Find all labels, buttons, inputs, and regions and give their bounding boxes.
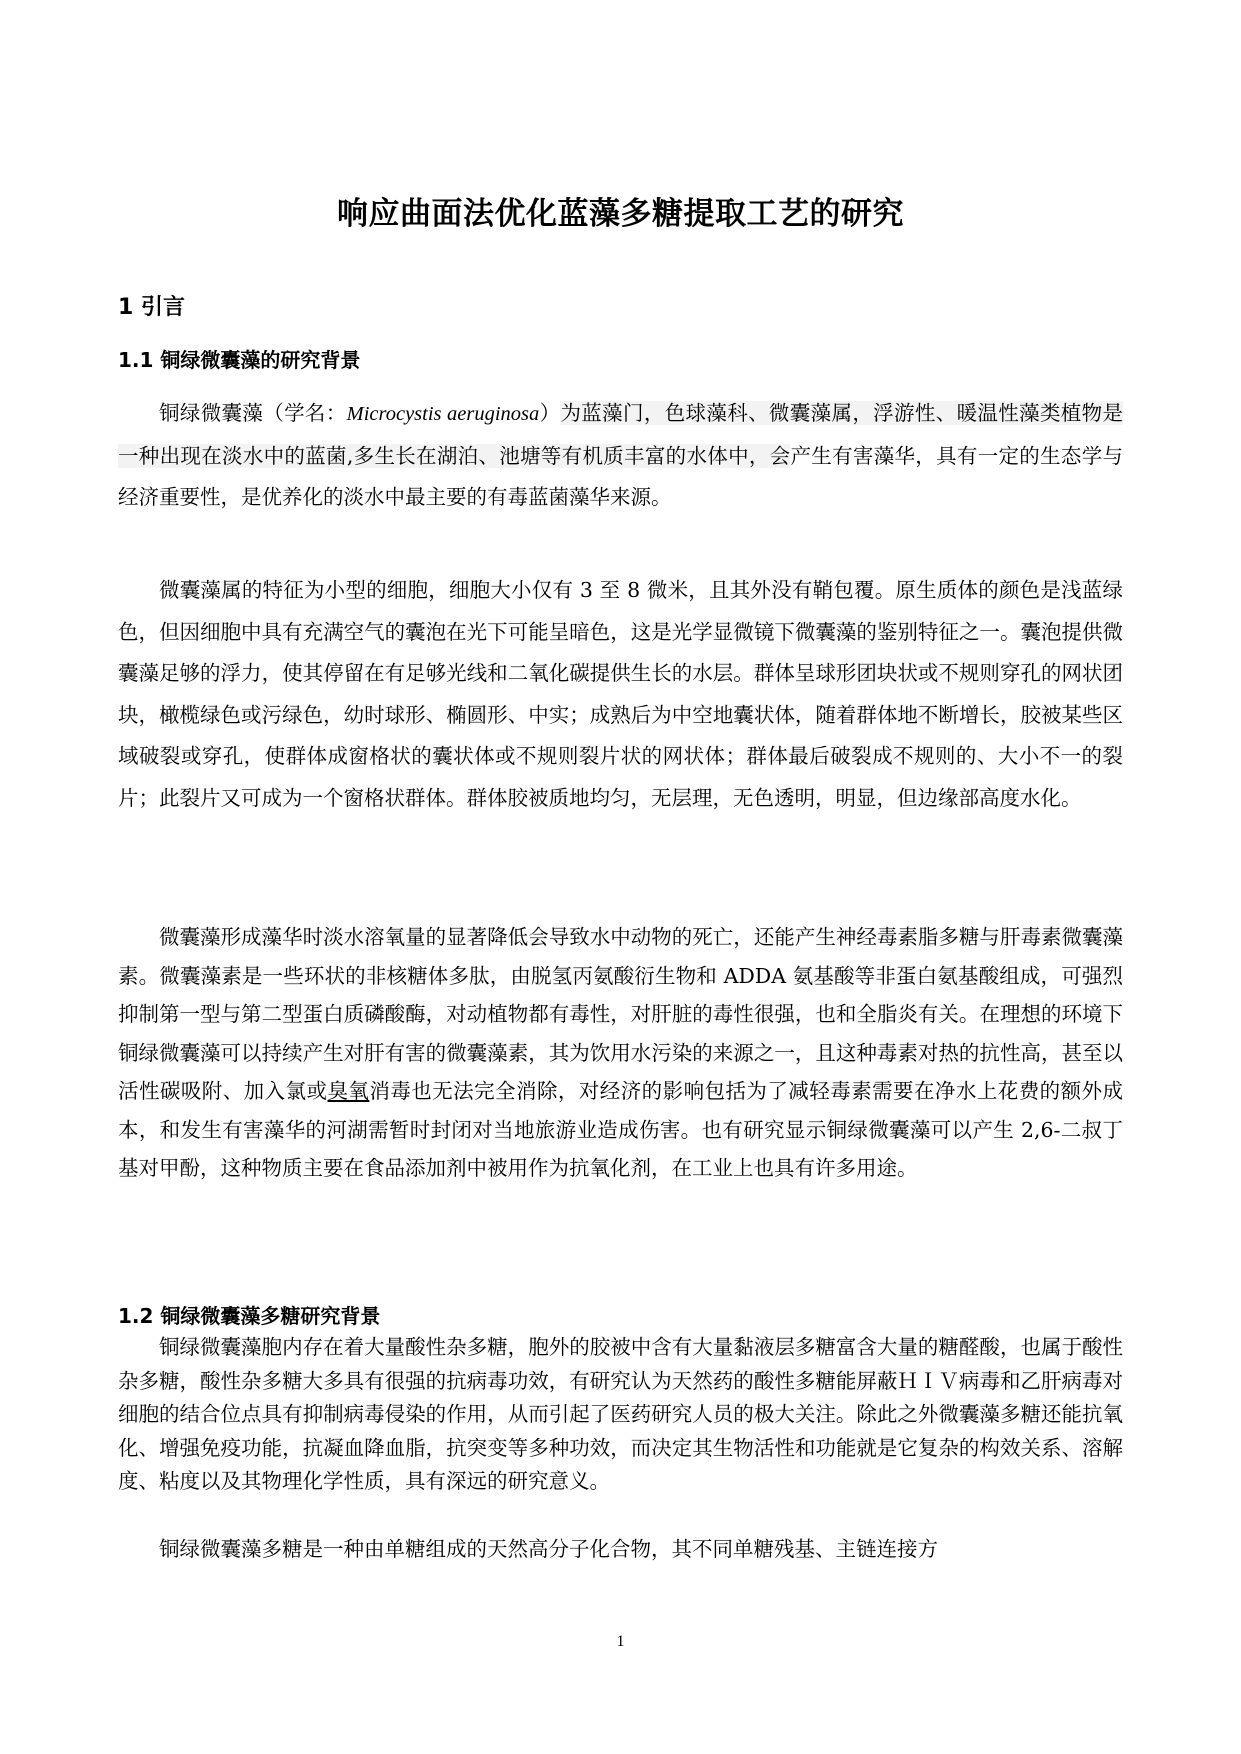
latin-species-name: Microcystis aeruginosa — [346, 403, 540, 425]
paragraph-1 — [118, 393, 1123, 519]
paragraph-3-part-a: 微囊藻形成藻华时淡水溶氧量的显著降低会导致水中动物的死亡，还能产生神经毒素脂多糖与肝毒素微囊藻素。微囊藻素是一些环状的非核糖体多肽，由脱氢丙氨酸衍生物和 ADDA 氨基酸等非蛋白氨基酸组成，可强烈抑制第一型与第二型蛋白质磷酸酶，对动植物都有毒性，对肝脏的毒性很强，也和全脂炎有关。在理想的环境下铜绿微囊藻可以持续产生对肝有害的微囊藻素，其为饮用水污染的来源之一，且这种毒素对热的抗性高，甚至以活性碳吸附、加入氯或 — [118, 925, 1123, 1103]
paragraph-3 — [118, 918, 1123, 1188]
section-heading-1-1: 1.1 铜绿微囊藻的研究背景 — [118, 348, 361, 372]
paragraph-3-part-b: 消毒也无法完全消除，对经济的影响包括为了减轻毒素需要在净水上花费的额外成本，和发生有害藻华的河湖需暂时封闭对当地旅游业造成伤害。也有研究显示铜绿微囊藻可以产生 2,6-二叔丁基对甲酚，这种物质主要在食品添加剂中被用作为抗氧化剂，在工业上也具有许多用途。 — [118, 1079, 1124, 1180]
paragraph-4: 铜绿微囊藻胞内存在着大量酸性杂多糖，胞外的胶被中含有大量黏液层多糖富含大量的糖醛酸，也属于酸性杂多糖，酸性杂多糖大多具有很强的抗病毒功效，有研究认为天然药的酸性多糖能屏蔽ＨＩＶ病毒和乙肝病毒对细胞的结合位点具有抑制病毒侵染的作用，从而引起了医药研究人员的极大关注。除此之外微囊藻多糖还能抗氧化、增强免疫功能，抗凝血降血脂，抗突变等多种功效，而决定其生物活性和功能就是它复杂的构效关系、溶解度、粘度以及其物理化学性质，具有深远的研究意义。 — [118, 1335, 1123, 1494]
section-heading-1-2: 1.2 铜绿微囊藻多糖研究背景 — [118, 1304, 381, 1328]
paragraph-2: 微囊藻属的特征为小型的细胞，细胞大小仅有 3 至 8 微米，且其外没有鞘包覆。原生质体的颜色是浅蓝绿色，但因细胞中具有充满空气的囊泡在光下可能呈暗色，这是光学显微镜下微囊藻的鉴别特征之一。囊泡提供微囊藻足够的浮力，使其停留在有足够光线和二氧化碳提供生长的水层。群体呈球形团块状或不规则穿孔的网状团块，橄榄绿色或污绿色，幼时球形、椭圆形、中实；成熟后为中空地囊状体，随着群体地不断增长，胶被某些区域破裂或穿孔，使群体成窗格状的囊状体或不规则裂片状的网状体；群体最后破裂成不规则的、大小不一的裂片；此裂片又可成为一个窗格状群体。群体胶被质地均匀，无层理，无色透明，明显，但边缘部高度水化。 — [118, 578, 1123, 810]
paragraph-1-part-a: 铜绿微囊藻（学名： — [159, 401, 347, 425]
paragraph-1-part-b: ） — [539, 401, 561, 425]
underlined-term: 臭氧 — [327, 1079, 370, 1103]
highlighted-text: 为蓝藻门，色球藻科、微囊藻属，浮游性、暖温性藻类植物是一种出现在淡水中的蓝菌,多生长在湖泊、池塘等有机质丰富的水体中，会 — [118, 401, 1124, 468]
paragraph-5: 铜绿微囊藻多糖是一种由单糖组成的天然高分子化合物，其不同单糖残基、主链连接方 — [159, 1537, 938, 1561]
document-title: 响应曲面法优化蓝藻多糖提取工艺的研究 — [337, 196, 904, 232]
page-number: 1 — [616, 1633, 625, 1650]
paragraph-1-part-d: 产生有害藻华，具有一定的生态学与经济重要性，是优养化的淡水中最主要的有毒蓝菌藻华来源。 — [118, 443, 1124, 509]
section-heading-1: 1 引言 — [118, 295, 185, 320]
